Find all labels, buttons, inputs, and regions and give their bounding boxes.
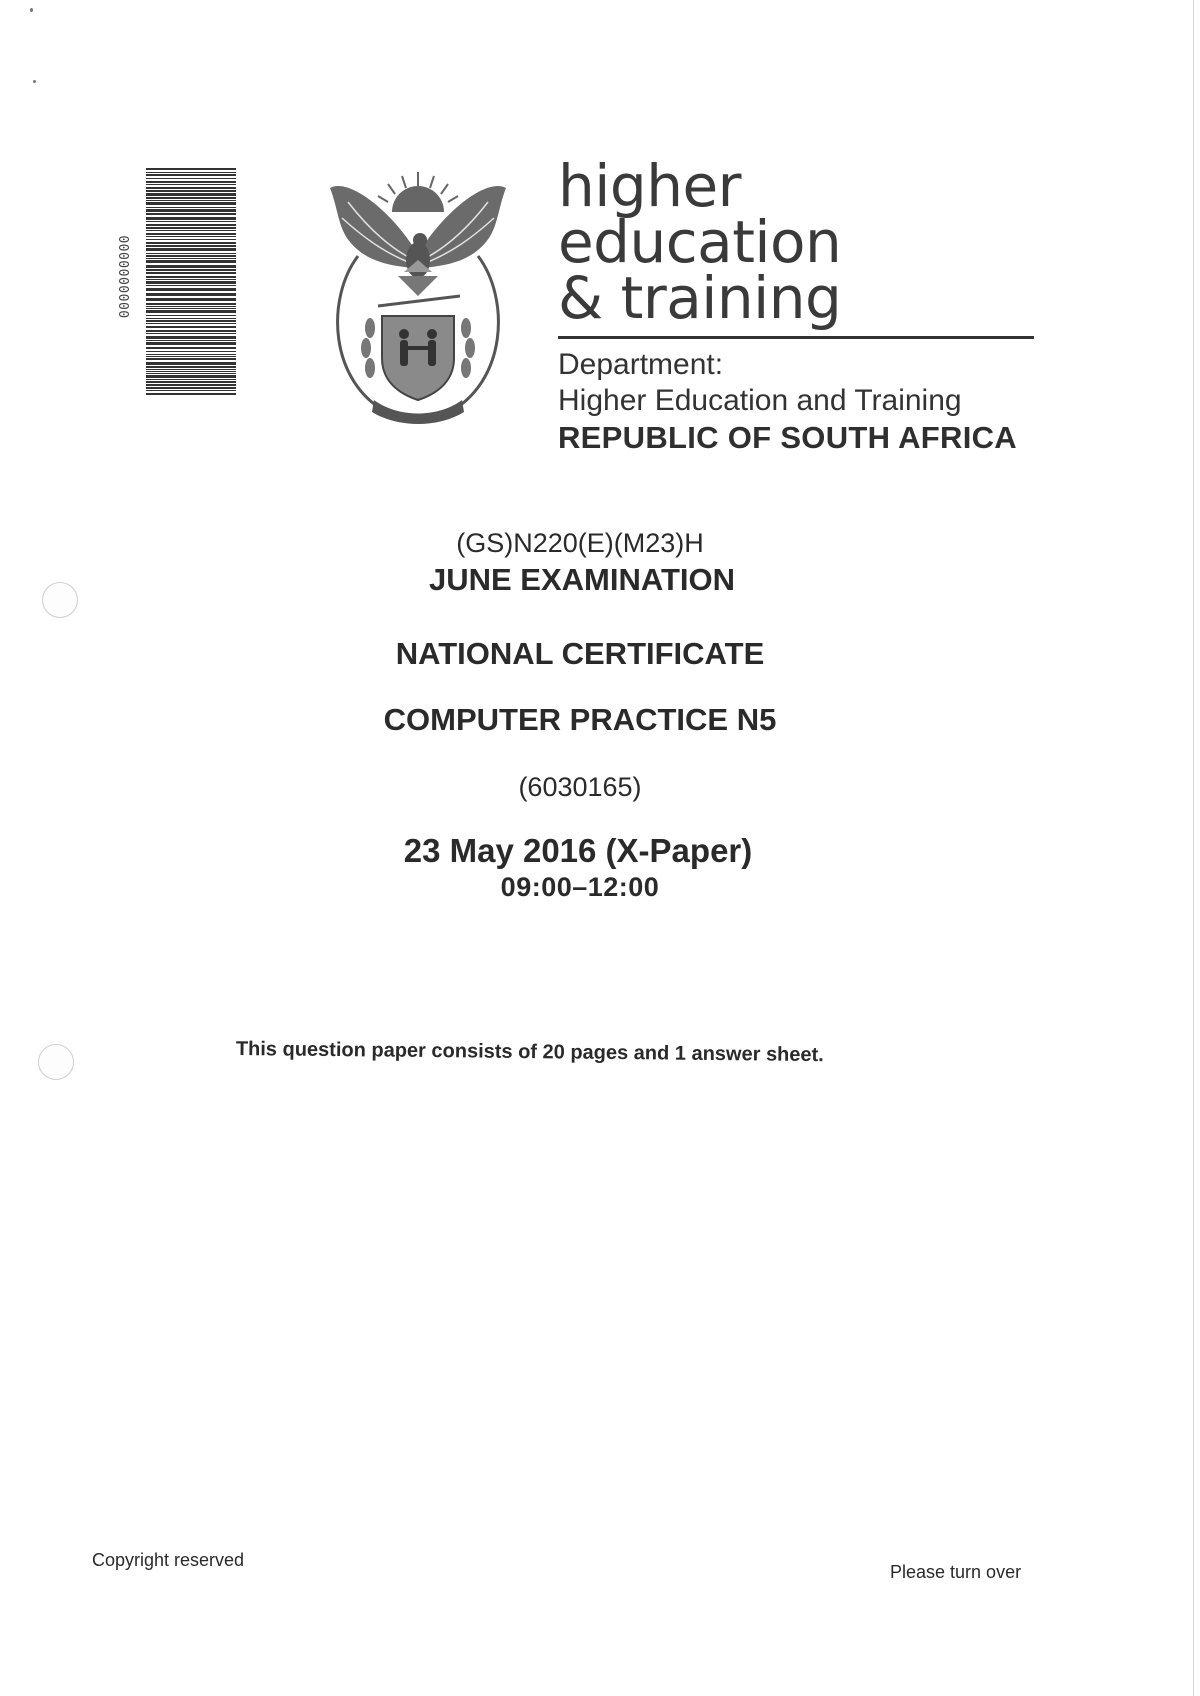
barcode-bar [146,347,236,349]
paper-code: (GS)N220(E)(M23)H [456,528,704,558]
barcode-bar [146,174,236,176]
exam-date: 23 May 2016 (X-Paper) [403,832,753,869]
barcode-bar [146,260,236,263]
barcode-bar [146,393,236,395]
barcode-icon [146,168,236,396]
barcode-bar [146,200,236,201]
turn-over-note: Please turn over [890,1562,1022,1582]
barcode-bar [146,390,236,391]
exam-time: 09:00–12:00 [500,872,660,902]
subject-title: COMPUTER PRACTICE N5 [383,702,777,737]
copyright-notice: Copyright reserved [92,1550,245,1570]
barcode-bar [146,221,236,222]
barcode-bar [146,288,236,291]
barcode-bar [146,336,236,339]
barcode-bar [146,298,236,301]
barcode-bar [146,318,236,319]
barcode-bar [146,255,236,257]
barcode-bar [146,323,236,324]
barcode-bar [146,326,236,328]
department-branding [558,152,1036,457]
barcode-bar [146,281,236,284]
punch-hole [38,1044,74,1080]
barcode-bar [146,202,236,205]
barcode-bar [146,351,236,352]
barcode-bar [146,239,236,240]
barcode-bar [146,172,236,173]
barcode-bar [146,197,236,199]
barcode-bar [146,265,236,268]
barcode-bar [146,306,236,307]
barcode-bar [146,362,236,365]
barcode-bar [146,190,236,192]
barcode-bar [146,342,236,345]
barcode-bar [146,375,236,378]
barcode-bar [146,340,236,341]
department-label: Department: [558,348,724,381]
page-count-note: This question paper consists of 20 pages and 1 answer sheet. [235,1038,824,1067]
barcode-bar [146,253,236,254]
barcode-bar [146,209,236,212]
barcode-bar [146,272,236,274]
barcode-bar [146,356,236,357]
exam-session: JUNE EXAMINATION [428,562,735,597]
barcode-bar [146,308,236,309]
barcode-bar [146,371,236,372]
barcode-bar [146,379,236,380]
barcode-bar [146,233,236,235]
barcode-bar [146,217,236,220]
barcode-bar [146,276,236,278]
barcode-bar [146,248,236,251]
barcode-bar [146,310,236,313]
subject-code: (6030165) [518,772,642,802]
barcode-bar [146,373,236,374]
barcode-bar [146,168,236,170]
scan-speck [33,80,36,83]
barcode-bar [146,184,236,185]
barcode-bar [146,178,236,179]
barcode-bar [146,366,236,368]
barcode-bar [146,258,236,259]
brand-line-2: & training [558,264,842,332]
barcode-bar [146,320,236,322]
scan-speck [30,8,33,12]
barcode-bar [146,193,236,196]
barcode-bar [146,381,236,383]
barcode-bar [146,279,236,280]
barcode-bar [146,245,236,247]
coat-of-arms-icon [318,168,518,426]
barcode-bar [146,213,236,215]
barcode-bar [146,330,236,332]
barcode-bar [146,181,236,183]
barcode-bar [146,187,236,189]
barcode-bar [146,227,236,229]
barcode-bar [146,384,236,386]
barcode-bar [146,224,236,226]
barcode-bar [146,315,236,316]
certificate-title: NATIONAL CERTIFICATE [395,636,765,671]
barcode-bar [146,387,236,389]
barcode-bar [146,333,236,334]
barcode-bar [146,358,236,360]
brand-divider [558,336,1034,339]
barcode-bar [146,285,236,286]
page-edge [1193,0,1194,1696]
country-name: REPUBLIC OF SOUTH AFRICA [558,420,1017,455]
department-name: Higher Education and Training [558,384,962,417]
barcode-bar [146,269,236,271]
barcode-bar [146,236,236,237]
barcode-bar [146,354,236,355]
barcode-bar [146,207,236,208]
barcode-number [112,226,140,326]
barcode-bar [146,293,236,296]
barcode-bar [146,230,236,231]
barcode-bar [146,242,236,244]
barcode-digits: 0000000000 [118,234,134,318]
brand-line-1: higher education [558,152,842,276]
barcode-bar [146,369,236,370]
barcode-bar [146,303,236,305]
